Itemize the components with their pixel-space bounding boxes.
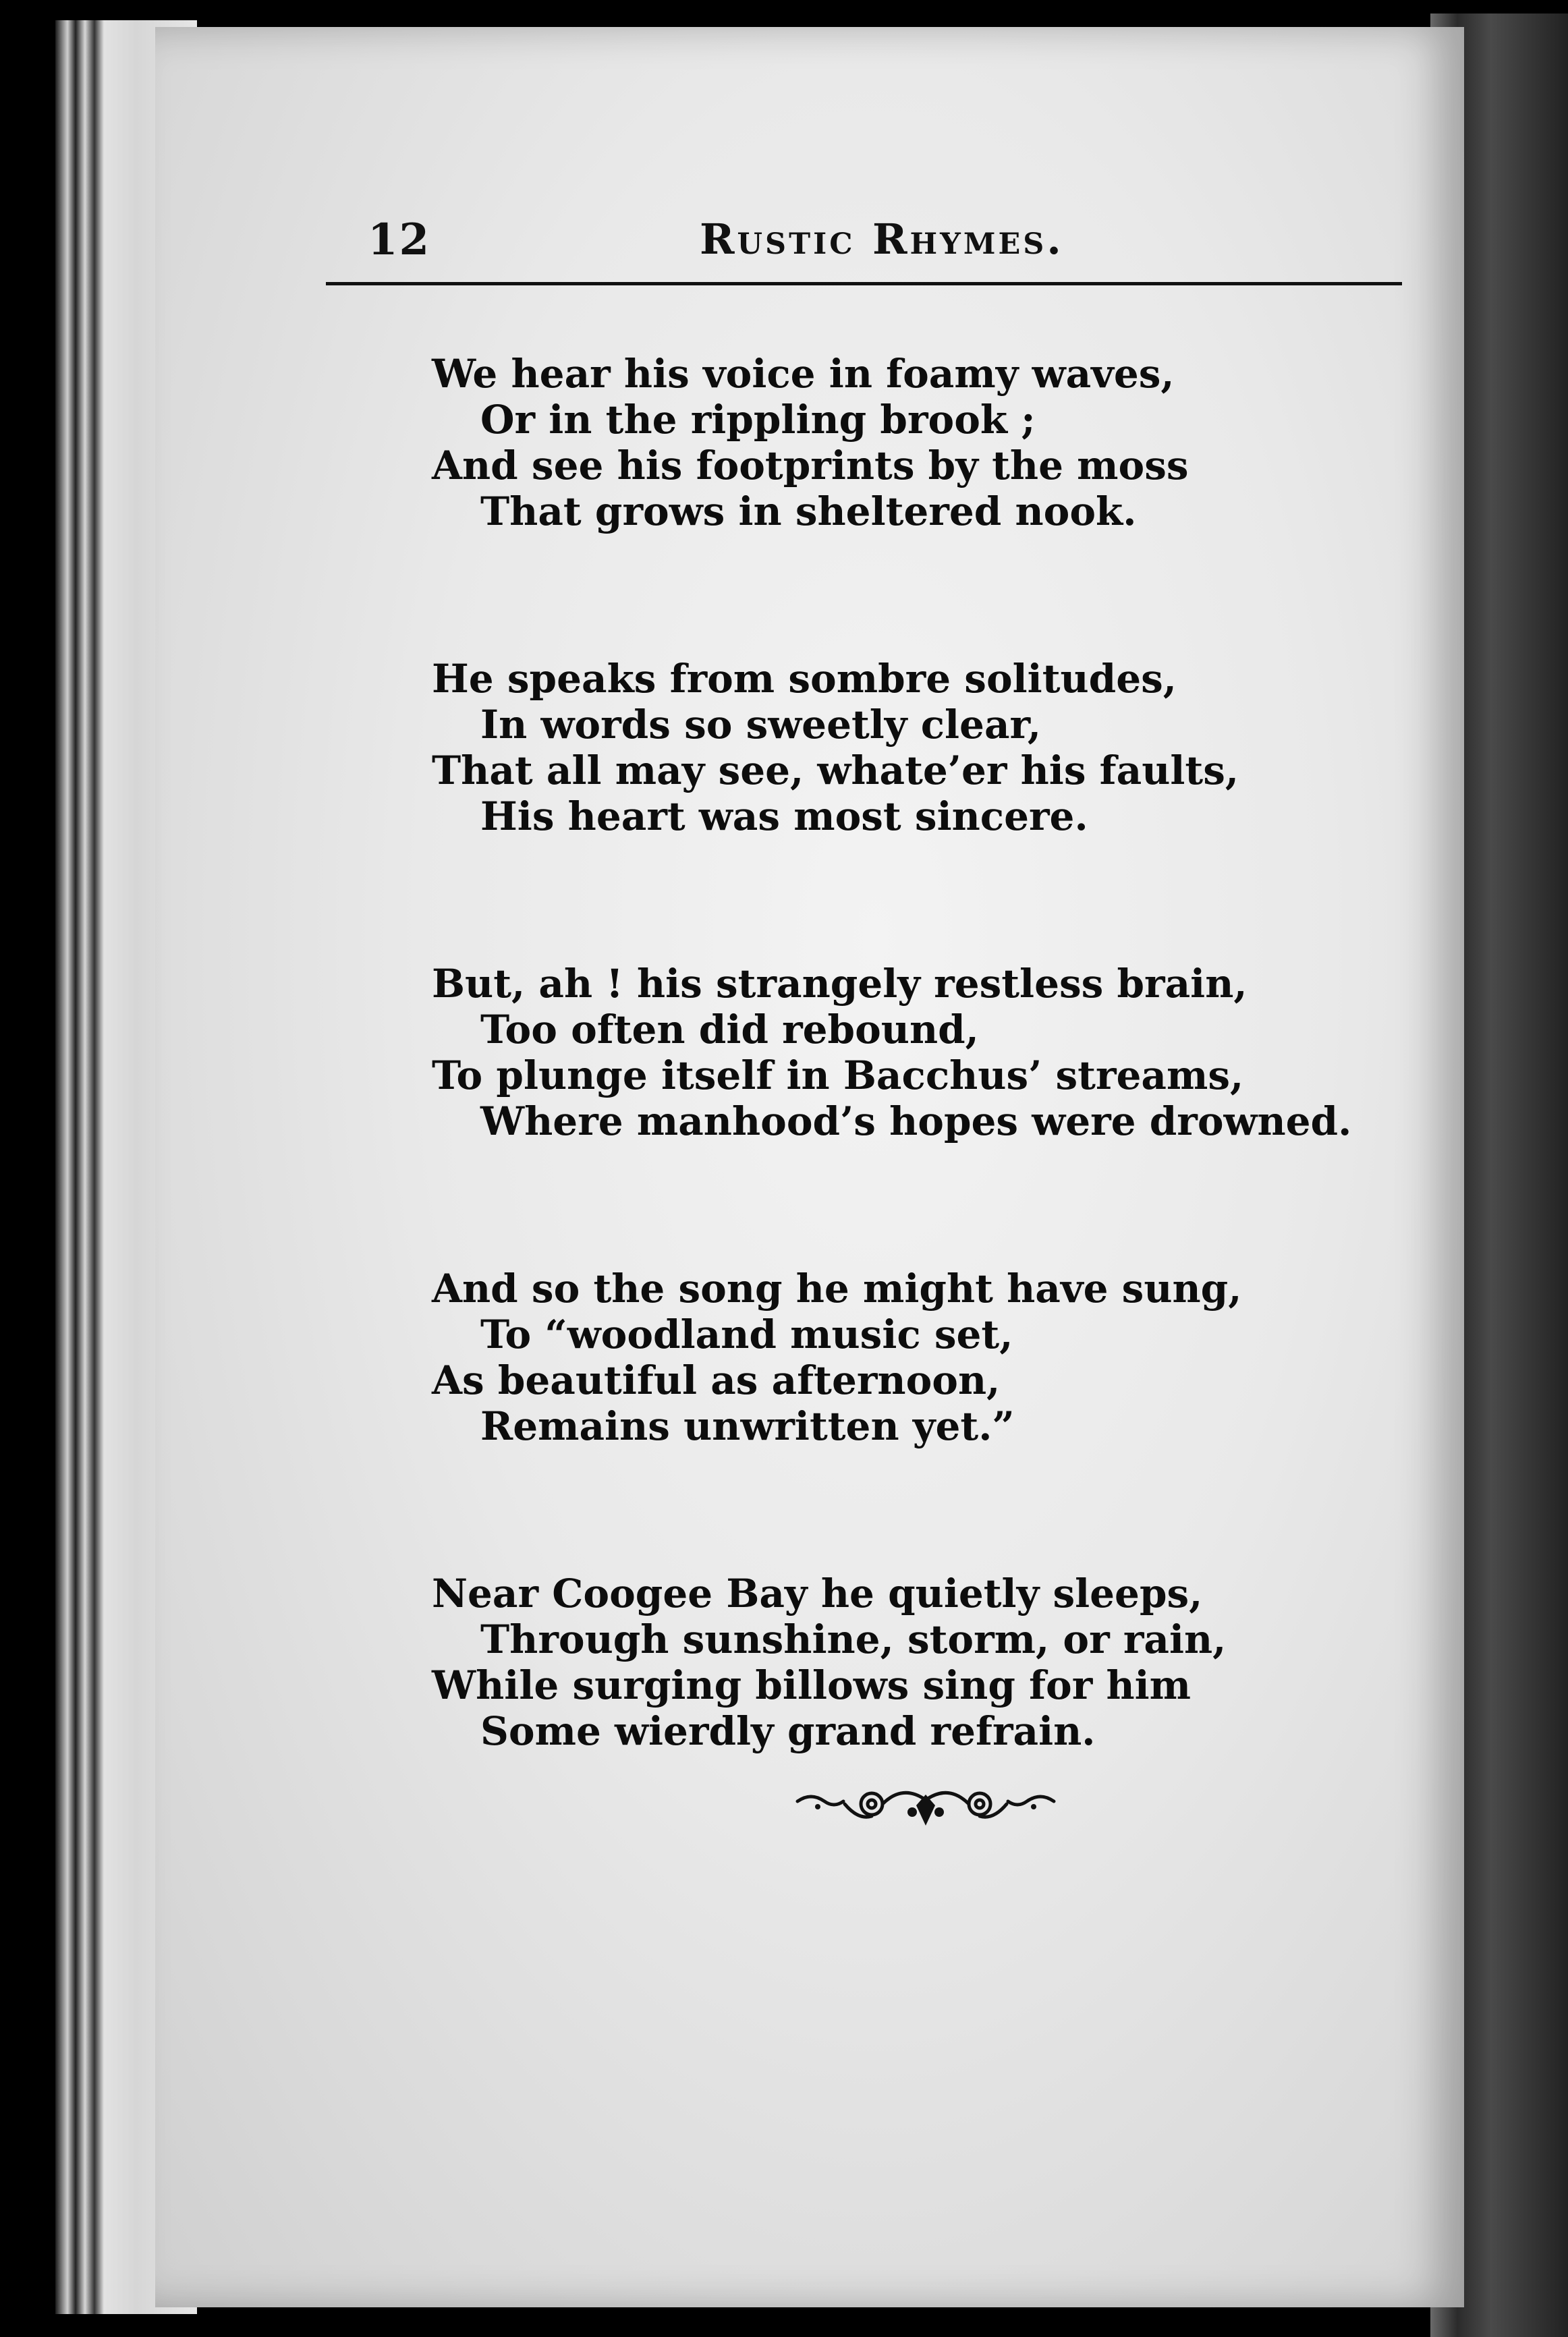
poem-line: Through sunshine, storm, or rain, bbox=[480, 1616, 1227, 1662]
poem-line: His heart was most sincere. bbox=[480, 793, 1088, 839]
poem-line: To “woodland music set, bbox=[480, 1312, 1013, 1357]
poem-line: Where manhood’s hopes were drowned. bbox=[480, 1098, 1352, 1144]
poem-line: Some wierdly grand refrain. bbox=[480, 1708, 1096, 1754]
stanza bbox=[432, 961, 1363, 1144]
stanza bbox=[432, 1266, 1363, 1449]
poem-line: That grows in sheltered nook. bbox=[480, 488, 1137, 534]
poem bbox=[432, 351, 1363, 1876]
poem-line: We hear his voice in foamy waves, bbox=[432, 351, 1175, 397]
poem-line: While surging billows sing for him bbox=[432, 1662, 1192, 1708]
poem-line: He speaks from sombre solitudes, bbox=[432, 656, 1177, 702]
stanza bbox=[432, 656, 1363, 839]
stanza bbox=[432, 1571, 1363, 1754]
page-number: 12 bbox=[368, 215, 431, 265]
poem-line: In words so sweetly clear, bbox=[480, 702, 1042, 748]
poem-line: Near Coogee Bay he quietly sleeps, bbox=[432, 1571, 1203, 1616]
running-head: Rustic Rhymes. bbox=[700, 215, 1064, 264]
poem-line: To plunge itself in Bacchus’ streams, bbox=[432, 1052, 1244, 1098]
poem-line: And so the song he might have sung, bbox=[432, 1266, 1242, 1312]
poem-line: Or in the rippling brook ; bbox=[480, 397, 1036, 443]
poem-line: That all may see, whate’er his faults, bbox=[432, 748, 1239, 793]
page-header bbox=[368, 215, 1405, 275]
floral-tailpiece-ornament-icon bbox=[791, 1774, 1061, 1835]
poem-line: But, ah ! his strangely restless brain, bbox=[432, 961, 1248, 1007]
stanza bbox=[432, 351, 1363, 534]
poem-line: And see his footprints by the moss bbox=[432, 443, 1189, 488]
poem-line: Remains unwritten yet.” bbox=[480, 1403, 1015, 1449]
poem-line: As beautiful as afternoon, bbox=[432, 1357, 1001, 1403]
poem-line: Too often did rebound, bbox=[480, 1007, 979, 1052]
header-rule bbox=[326, 282, 1402, 285]
